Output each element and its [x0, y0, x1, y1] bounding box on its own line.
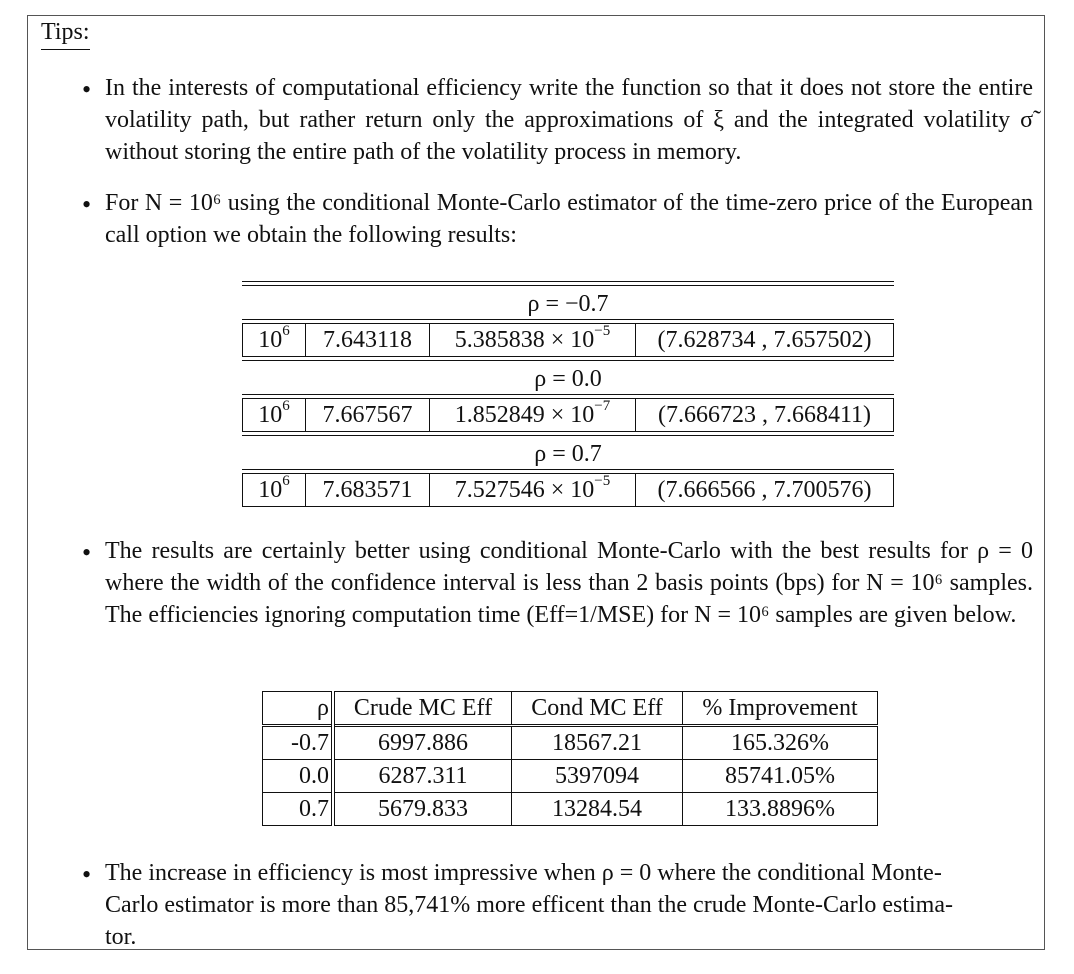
table-row — [242, 323, 894, 357]
price-cell: 7.643118 — [305, 324, 429, 356]
price-cell: 7.667567 — [305, 399, 429, 431]
table-rule — [242, 281, 894, 282]
bullet-marker: • — [82, 190, 92, 219]
table-row — [242, 473, 894, 507]
table-rule — [242, 360, 894, 361]
column-header: ρ — [263, 692, 334, 726]
improvement-cell: 85741.05% — [683, 760, 878, 793]
bullet-results-discussion: The results are certainly better using conditional Monte-Carlo with the best results for ρ = 0 where the width of the confidence interval is less than 2 basis points (bps) for N = 10⁶ samples. The efficiencies ignoring computation time (Eff=1/MSE) for N = 10⁶ samples are given below. — [105, 538, 1033, 628]
bullet-marker: • — [82, 860, 92, 889]
table-header-row — [263, 692, 878, 726]
table-rule — [242, 469, 894, 470]
cond-eff-cell: 13284.54 — [512, 793, 683, 826]
bullet-marker: • — [82, 75, 92, 104]
efficiency-table — [262, 691, 878, 826]
mse-cell: $1.852849 \times 10^{-7}$ — [429, 399, 635, 431]
table-row — [263, 760, 878, 793]
bullet-results-intro: For N = 10⁶ using the conditional Monte-Carlo estimator of the time-zero price of the European call option we obtain the following results: — [105, 190, 1033, 248]
results-table — [242, 281, 894, 507]
bullet-conclusion — [105, 857, 1033, 953]
table-rule — [242, 285, 894, 286]
rho-heading: ρ = −0.7 — [527, 291, 609, 317]
improvement-cell: 133.8896% — [683, 793, 878, 826]
column-header: % Improvement — [683, 692, 878, 726]
ci-cell: (7.628734 , 7.657502) — [635, 324, 893, 356]
table-row — [242, 398, 894, 432]
ci-cell: (7.666723 , 7.668411) — [635, 399, 893, 431]
bullet-efficiency-note: In the interests of computational efficiency write the function so that it does not store the entire volatility path, but rather return only the approximations of ξ and the integrated volatility σ̃ without storing the entire path of the volatility process in memory. — [105, 75, 1033, 165]
table-row — [263, 793, 878, 826]
table-rule — [242, 435, 894, 436]
rho-cell: 0.0 — [263, 760, 334, 793]
price-cell: 7.683571 — [305, 474, 429, 506]
table-row — [263, 726, 878, 760]
conclusion-line: Carlo estimator is more than 85,741% more efficent than the crude Monte-Carlo estima- — [105, 892, 953, 918]
conclusion-line: The increase in efficiency is most impressive when ρ = 0 where the conditional Monte- — [105, 860, 942, 886]
rho-heading: ρ = 0.7 — [534, 441, 602, 467]
crude-eff-cell: 5679.833 — [333, 793, 512, 826]
ci-cell: (7.666566 , 7.700576) — [635, 474, 893, 506]
bullet-marker: • — [82, 538, 92, 567]
mse-cell: $7.527546 \times 10^{-5}$ — [429, 474, 635, 506]
cond-eff-cell: 5397094 — [512, 760, 683, 793]
tips-heading: Tips: — [41, 17, 90, 50]
column-header: Crude MC Eff — [333, 692, 512, 726]
rho-cell: -0.7 — [263, 726, 334, 760]
column-header: Cond MC Eff — [512, 692, 683, 726]
samples-cell: $10^6$ — [258, 473, 290, 503]
table-rule — [242, 319, 894, 320]
samples-cell: $10^6$ — [258, 323, 290, 353]
improvement-cell: 165.326% — [683, 726, 878, 760]
cond-eff-cell: 18567.21 — [512, 726, 683, 760]
table-rule — [242, 394, 894, 395]
mse-cell: $5.385838 \times 10^{-5}$ — [429, 324, 635, 356]
crude-eff-cell: 6287.311 — [333, 760, 512, 793]
conclusion-line: tor. — [105, 924, 137, 950]
rho-heading: ρ = 0.0 — [534, 366, 602, 392]
rho-cell: 0.7 — [263, 793, 334, 826]
samples-cell: $10^6$ — [258, 398, 290, 428]
crude-eff-cell: 6997.886 — [333, 726, 512, 760]
